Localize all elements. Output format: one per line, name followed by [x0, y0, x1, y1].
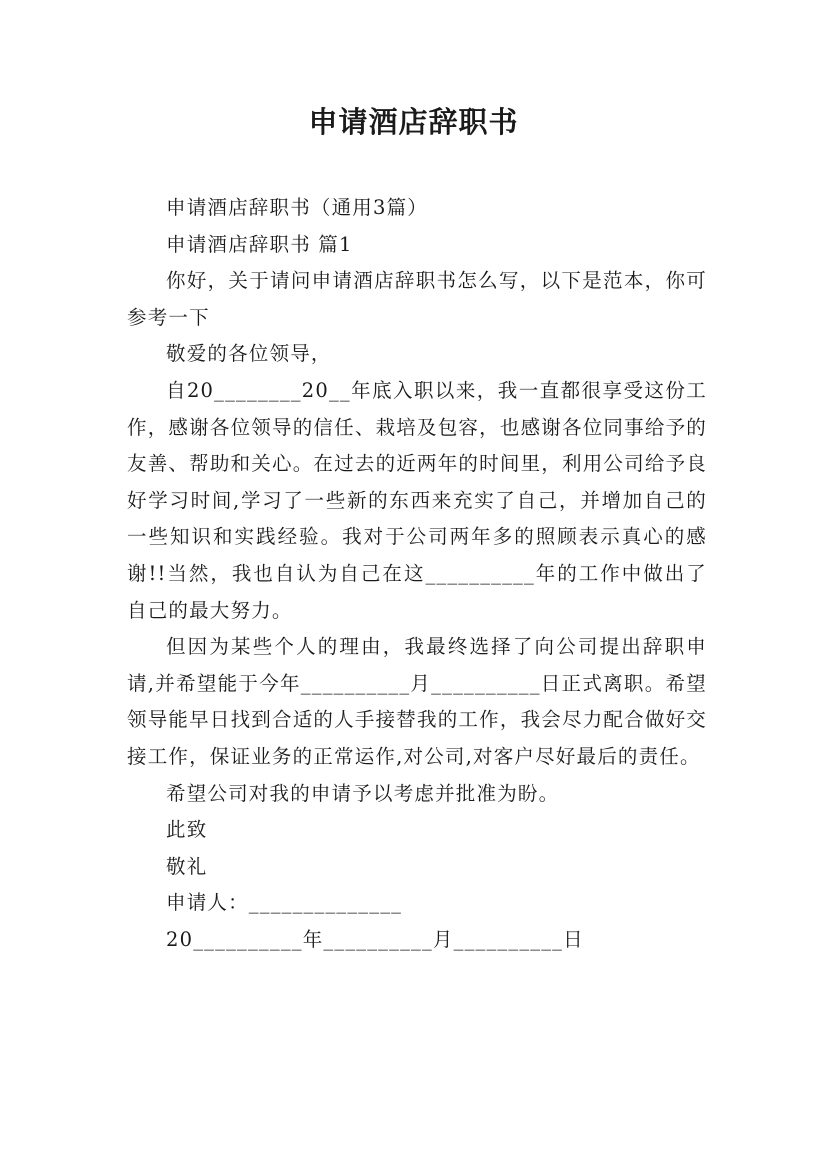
salutation: 敬爱的各位领导，: [166, 342, 332, 366]
date-line: 20__________年__________月__________日: [166, 927, 584, 951]
subtitle-paragraph: 申请酒店辞职书（通用3篇）: [166, 196, 429, 219]
document-body: [127, 190, 707, 958]
closing-regards: 敬礼: [166, 854, 208, 878]
intro-paragraph: 你好，关于请问申请酒店辞职书怎么写，以下是范本，你可参考一下: [127, 269, 707, 329]
closing-line: 此致: [166, 818, 208, 842]
applicant-line: 申请人：______________: [166, 891, 403, 915]
section-heading: 申请酒店辞职书 篇1: [166, 232, 353, 256]
body-paragraph-gratitude: 自20________20__年底入职以来，我一直都很享受这份工作，感谢各位领导的信任、栽培及包容，也感谢各位同事给予的友善、帮助和关心。在过去的近两年的时间里，利用公司给予良好学习时间,学习了一些新的东西来充实了自己，并增加自己的一些知识和实践经验。我对于公司两年多的照顾表示真心的感谢!!当然，我也自认为自己在这__________年的工作中做出了自己的最大努力。: [127, 378, 707, 622]
body-paragraph-request: 希望公司对我的申请予以考虑并批准为盼。: [166, 781, 560, 805]
document-title: 申请酒店辞职书: [308, 105, 519, 139]
body-paragraph-resignation: 但因为某些个人的理由，我最终选择了向公司提出辞职申请,并希望能于今年__________月__________日正式离职。希望领导能早日找到合适的人手接替我的工作，我会尽力配合做好交接工作，保证业务的正常运作,对公司,对客户尽好最后的责任。: [127, 635, 707, 768]
